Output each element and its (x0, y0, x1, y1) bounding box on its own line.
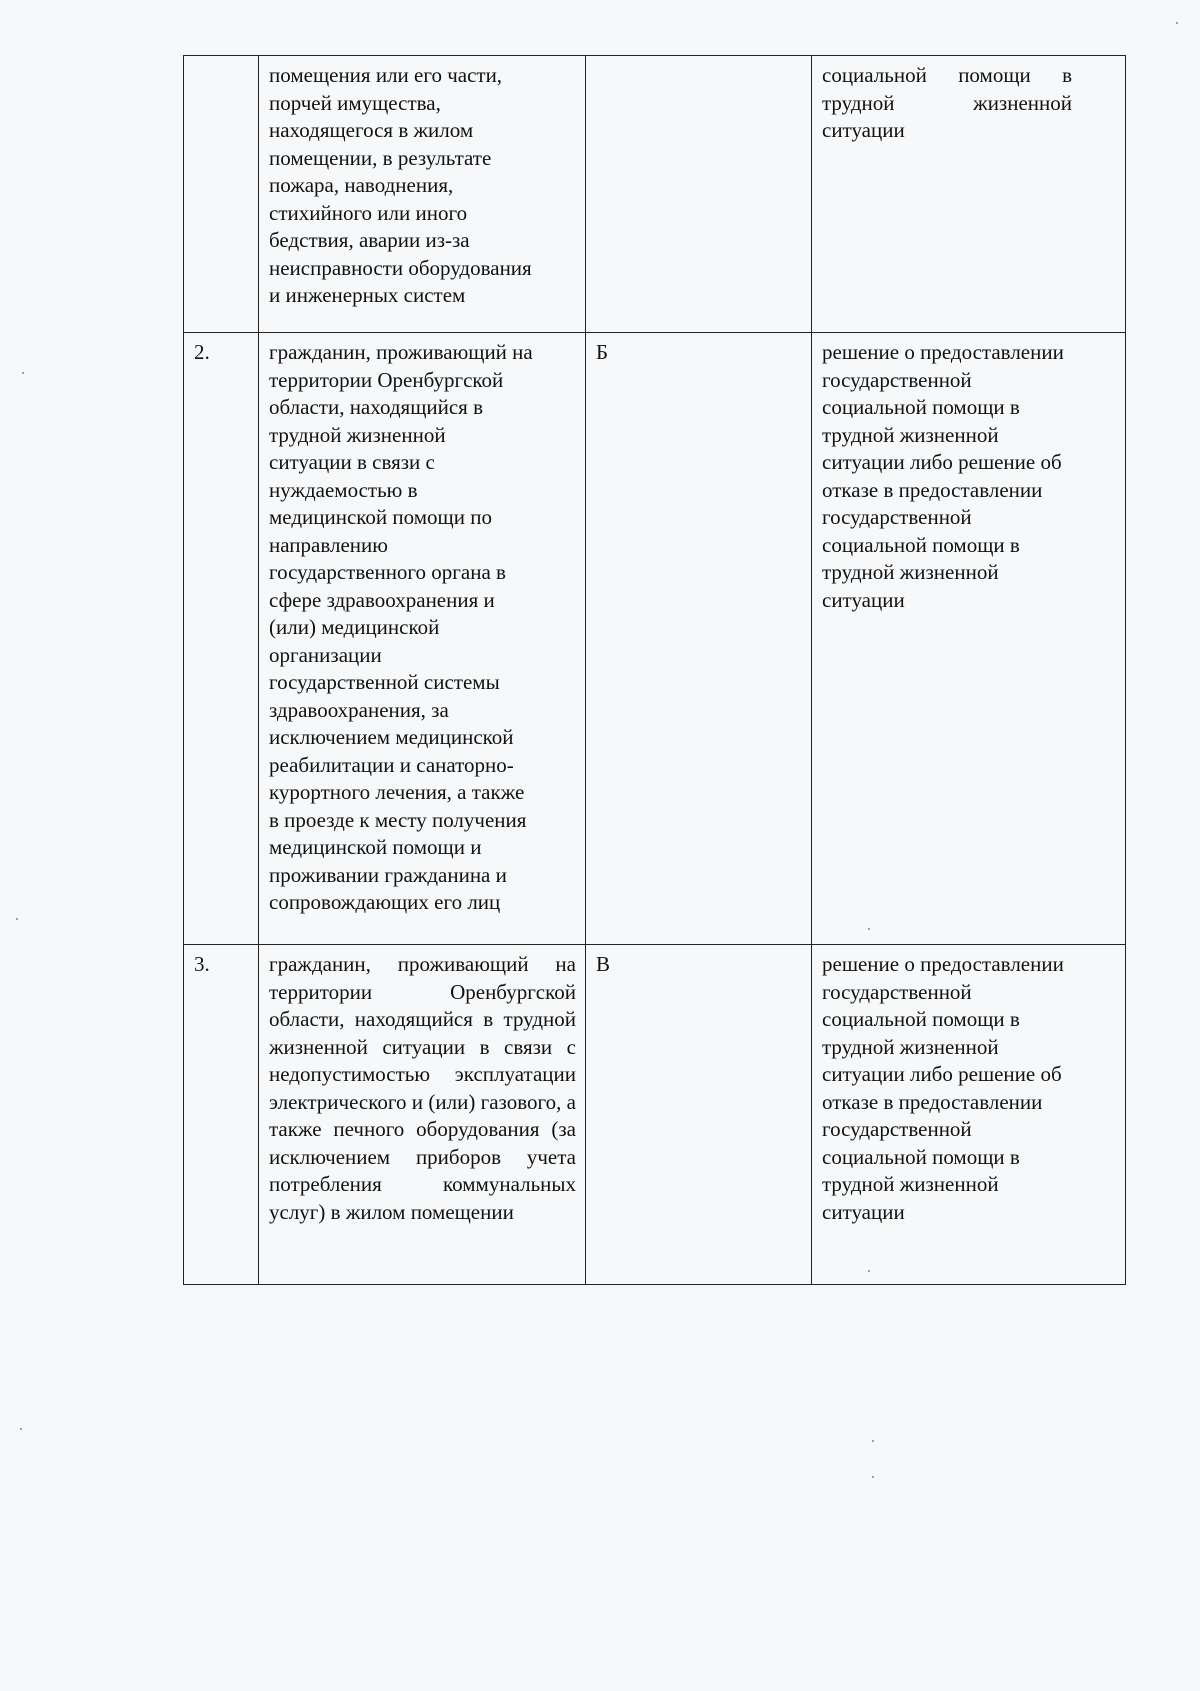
category-text: помещения или его части, порчей имущества, находящегося в жилом помещении, в результате пожара, наводнения, стихийного или иного бедствия, аварии из-за неисправности оборудования и инженерных систем (269, 63, 532, 307)
result-text: социальной помощи в трудной жизненной ситуации (822, 63, 1072, 142)
result-cell (812, 333, 1126, 945)
result-cell (812, 945, 1126, 1285)
row-number: 2. (194, 340, 210, 364)
scan-speck (1176, 22, 1178, 24)
result-text: решение о предоставлении государственной социальной помощи в трудной жизненной ситуации либо решение об отказе в предоставлении государственной социальной помощи в трудной жизненной ситуации (822, 952, 1064, 1224)
code-text: Б (596, 340, 609, 364)
scan-speck (16, 918, 18, 920)
code-cell (586, 56, 812, 333)
row-number-cell (184, 333, 259, 945)
scan-speck (868, 928, 870, 930)
result-text: решение о предоставлении государственной социальной помощи в трудной жизненной ситуации либо решение об отказе в предоставлении государственной социальной помощи в трудной жизненной ситуации (822, 340, 1064, 612)
document-table (183, 55, 1126, 1285)
code-text: В (596, 952, 611, 976)
table-row (184, 333, 1126, 945)
category-cell (259, 945, 586, 1285)
category-cell (259, 333, 586, 945)
category-cell (259, 56, 586, 333)
scan-speck (22, 372, 24, 374)
category-text: гражданин, проживающий на территории Оренбургской области, находящийся в трудной жизненной ситуации в связи с недопустимостью эксплуатации электрического и (или) газового, а также печного оборудования (за исключением приборов учета потребления коммунальных услуг) в жилом помещении (269, 952, 576, 1224)
scan-speck (872, 1440, 874, 1442)
code-cell (586, 333, 812, 945)
row-number: 3. (194, 952, 210, 976)
row-number-cell (184, 56, 259, 333)
scan-speck (872, 1476, 874, 1478)
scan-speck (20, 1428, 22, 1430)
code-cell (586, 945, 812, 1285)
table-row (184, 945, 1126, 1285)
table-row (184, 56, 1126, 333)
category-text: гражданин, проживающий на территории Оренбургской области, находящийся в трудной жизненной ситуации в связи с нуждаемостью в медицинской помощи по направлению государственного органа в сфере здравоохранения и (или) медицинской организации государственной системы здравоохранения, за исключением медицинской реабилитации и санаторно- курортного лечения, а также в проезде к месту получения медицинской помощи и проживании гражданина и сопровождающих его лиц (269, 340, 533, 914)
result-cell (812, 56, 1126, 333)
row-number-cell (184, 945, 259, 1285)
scan-speck (868, 1270, 870, 1272)
